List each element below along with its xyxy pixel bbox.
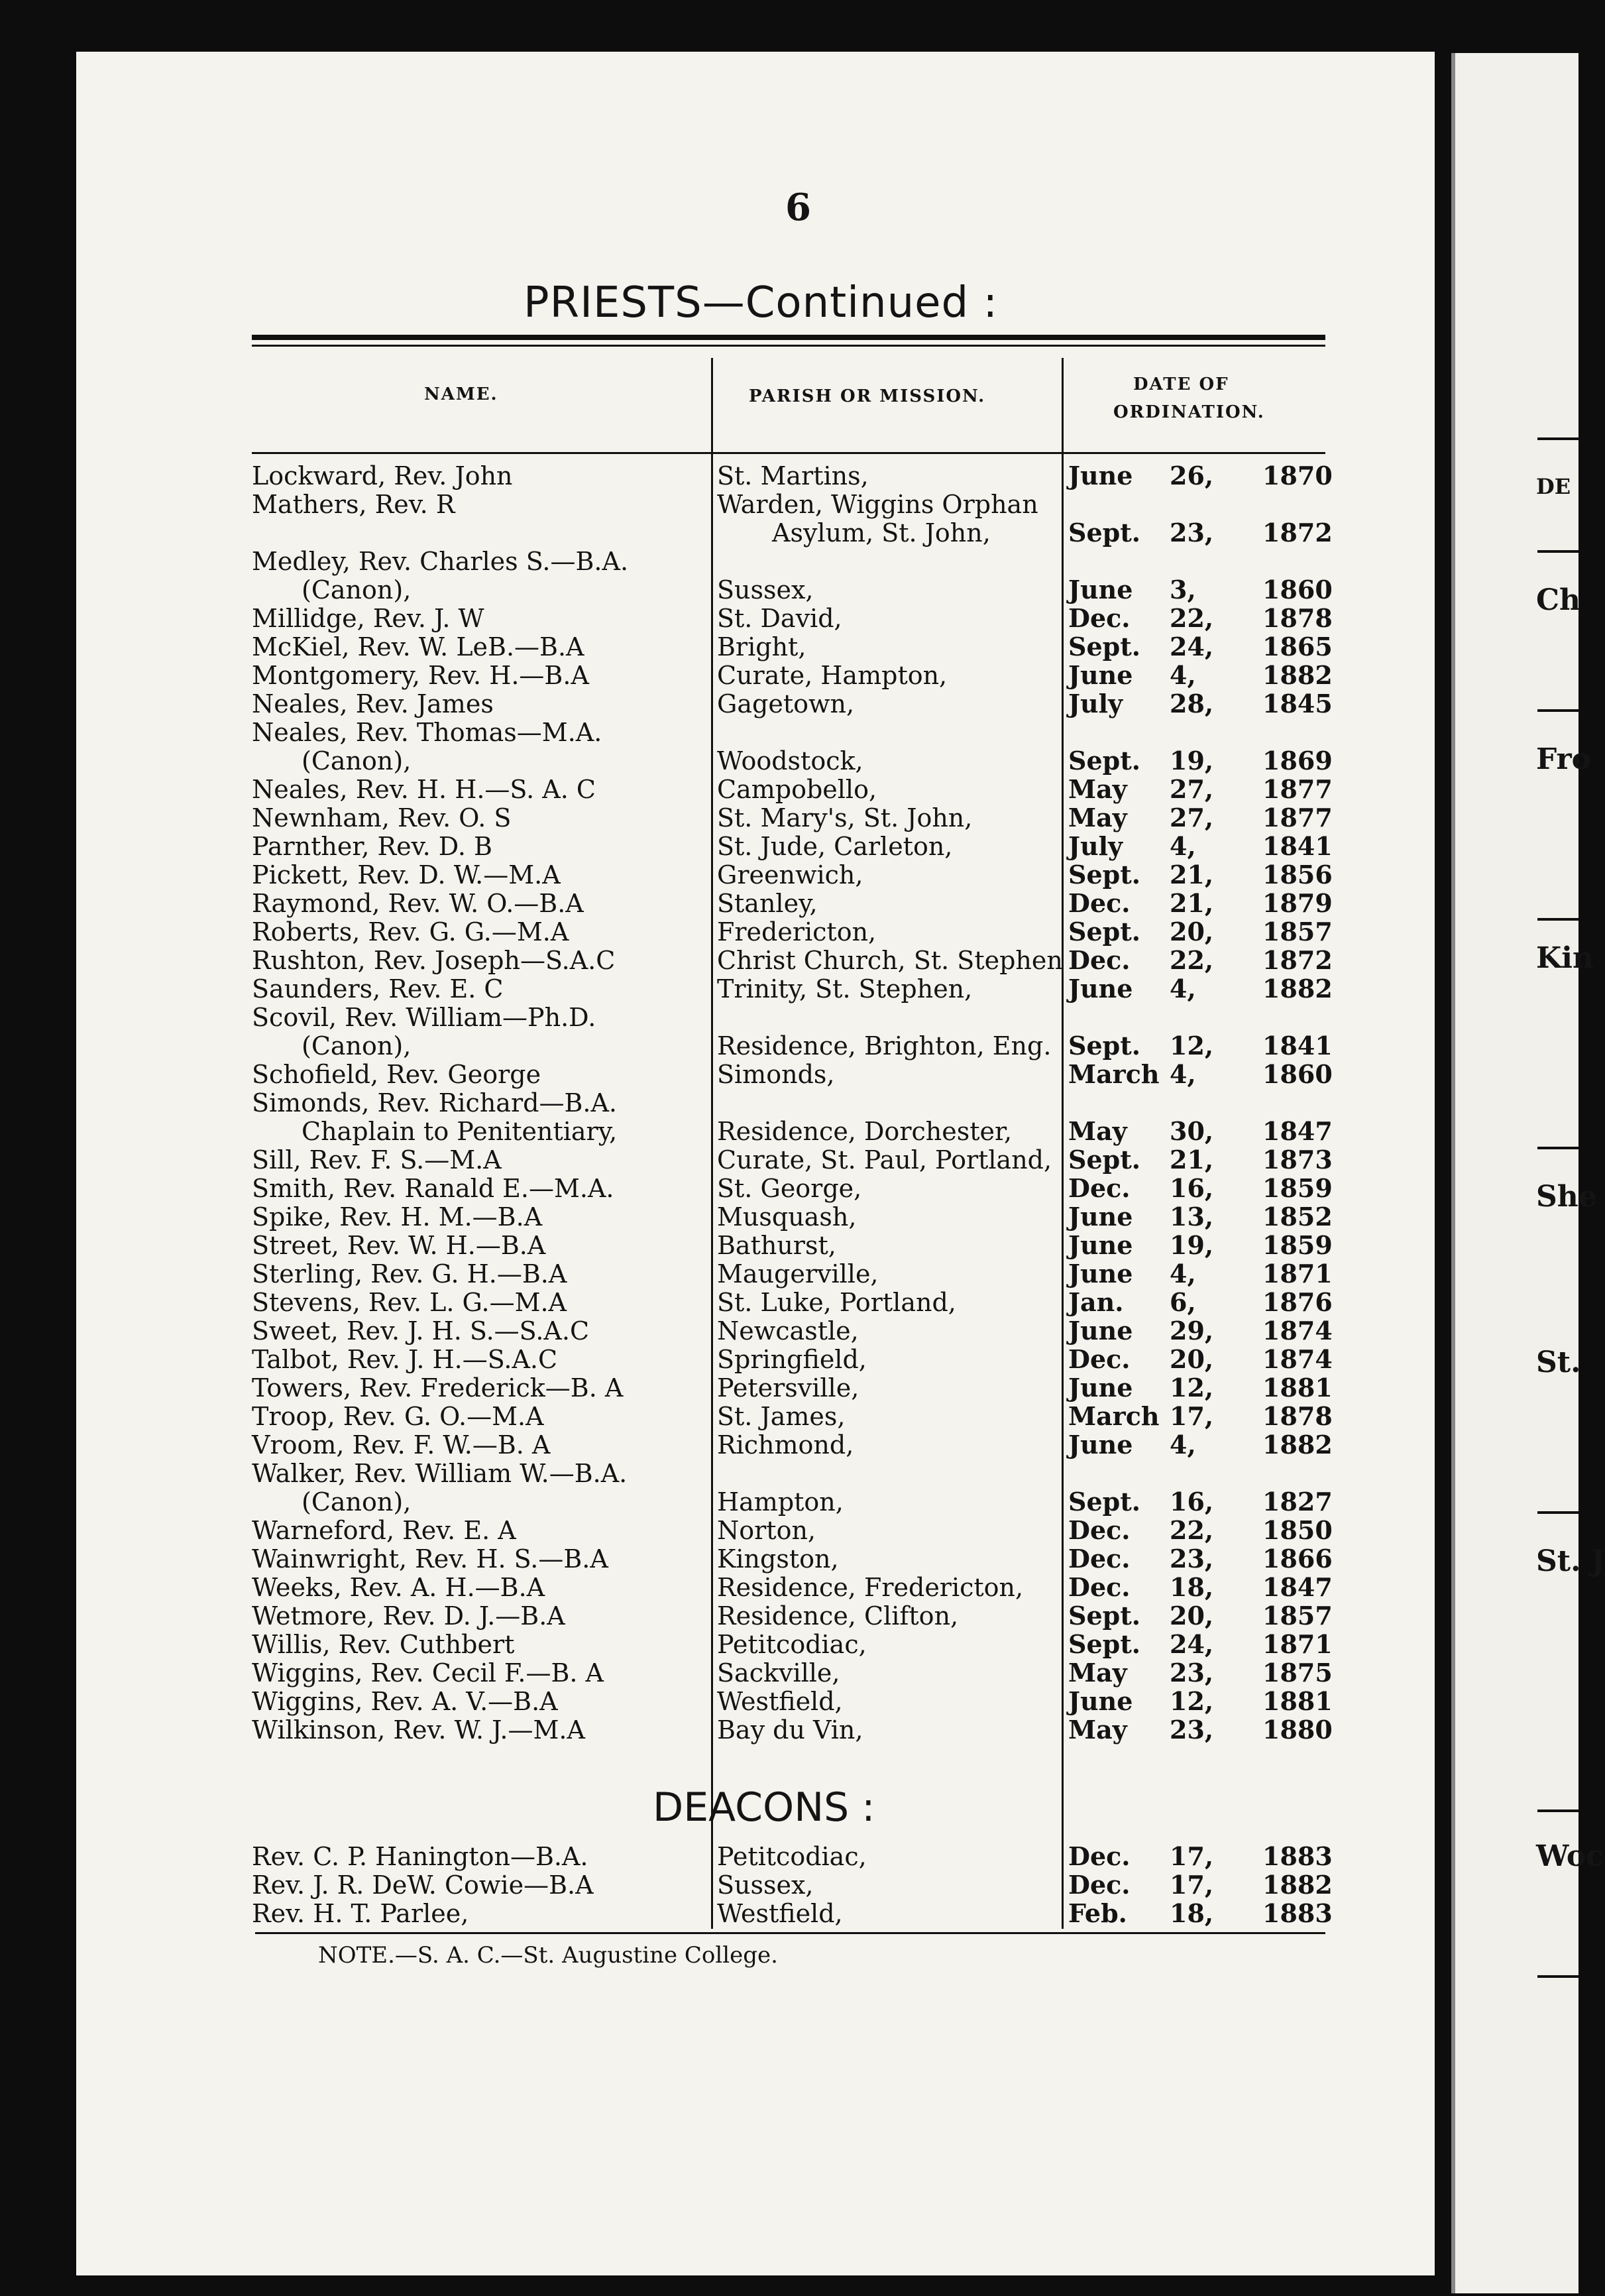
adjacent-page-fragment: Kin xyxy=(1536,941,1594,975)
entry-parish: St. David, xyxy=(717,604,842,633)
entry-name: Wetmore, Rev. D. J.—B.A xyxy=(252,1601,565,1631)
entry-day: 29, xyxy=(1170,1316,1214,1346)
entry-month: Dec. xyxy=(1068,1572,1131,1602)
entry-day: 21, xyxy=(1170,888,1214,918)
entry-day: 22, xyxy=(1170,1515,1214,1545)
column-divider-left xyxy=(711,358,713,1929)
entry-month: Sept. xyxy=(1068,1487,1140,1517)
entry-day: 6, xyxy=(1170,1287,1196,1317)
entry-name: Raymond, Rev. W. O.—B.A xyxy=(252,889,584,918)
entry-day: 18, xyxy=(1170,1898,1214,1928)
entry-parish: Hampton, xyxy=(717,1487,844,1517)
entry-day: 4, xyxy=(1170,1059,1196,1089)
entry-day: 23, xyxy=(1170,1544,1214,1574)
header-rule-thick xyxy=(252,335,1325,340)
entry-day: 17, xyxy=(1170,1401,1214,1431)
entry-day: 20, xyxy=(1170,1344,1214,1374)
entry-parish: Norton, xyxy=(717,1516,816,1545)
entry-year: 1883 xyxy=(1262,1898,1333,1928)
entry-month: June xyxy=(1068,1259,1133,1289)
entry-year: 1860 xyxy=(1262,575,1333,604)
entry-name: Stevens, Rev. L. G.—M.A xyxy=(252,1288,567,1317)
entry-day: 18, xyxy=(1170,1572,1214,1602)
entry-month: June xyxy=(1068,1430,1133,1460)
entry-parish: Springfield, xyxy=(717,1345,867,1374)
entry-day: 4, xyxy=(1170,660,1196,690)
entry-parish: St. Mary's, St. John, xyxy=(717,803,973,832)
entry-year: 1857 xyxy=(1262,1601,1333,1631)
adjacent-page-fragment: She xyxy=(1536,1180,1597,1214)
entry-name: Rev. J. R. DeW. Cowie—B.A xyxy=(252,1870,594,1900)
entry-name: Schofield, Rev. George xyxy=(252,1060,541,1089)
entry-day: 24, xyxy=(1170,1629,1214,1659)
entry-parish: Woodstock, xyxy=(717,746,863,775)
entry-day: 23, xyxy=(1170,1715,1214,1745)
entry-month: May xyxy=(1068,1116,1127,1146)
entry-name: McKiel, Rev. W. LeB.—B.A xyxy=(252,632,584,661)
entry-month: Sept. xyxy=(1068,1601,1140,1631)
entry-parish: Petitcodiac, xyxy=(717,1842,867,1871)
entry-month: Sept. xyxy=(1068,518,1140,547)
entry-month: March xyxy=(1068,1059,1160,1089)
entry-month: May xyxy=(1068,803,1127,832)
entry-parish: Petitcodiac, xyxy=(717,1630,867,1659)
entry-day: 20, xyxy=(1170,917,1214,947)
entry-year: 1847 xyxy=(1262,1572,1333,1602)
entry-parish: Maugerville, xyxy=(717,1259,879,1289)
entry-month: June xyxy=(1068,575,1133,604)
entry-name: Wiggins, Rev. Cecil F.—B. A xyxy=(252,1658,604,1688)
entry-day: 24, xyxy=(1170,632,1214,661)
entry-parish: Petersville, xyxy=(717,1373,859,1403)
entry-parish: Campobello, xyxy=(717,775,877,804)
entry-name: Neales, Rev. H. H.—S. A. C xyxy=(252,775,596,804)
page-number: 6 xyxy=(785,186,811,229)
entry-name: Neales, Rev. Thomas—M.A. xyxy=(252,718,602,747)
entry-day: 30, xyxy=(1170,1116,1214,1146)
entry-year: 1865 xyxy=(1262,632,1333,661)
header-rule-thin xyxy=(252,345,1325,347)
adjacent-page-rule xyxy=(1537,437,1578,440)
entry-parish: Bright, xyxy=(717,632,806,661)
entry-month: June xyxy=(1068,1202,1133,1232)
entry-name: Wiggins, Rev. A. V.—B.A xyxy=(252,1687,558,1716)
entry-name: Wainwright, Rev. H. S.—B.A xyxy=(252,1544,608,1574)
adjacent-page-fragment: DE xyxy=(1536,474,1571,499)
entry-month: May xyxy=(1068,1658,1127,1688)
entry-parish: Richmond, xyxy=(717,1430,854,1460)
gutter-shadow xyxy=(1451,53,1455,2293)
entry-parish: Warden, Wiggins Orphan xyxy=(717,490,1038,519)
entry-name: Wilkinson, Rev. W. J.—M.A xyxy=(252,1715,585,1745)
entry-month: Sept. xyxy=(1068,860,1140,890)
entry-name: Lockward, Rev. John xyxy=(252,461,513,490)
entry-parish: Westfield, xyxy=(717,1687,843,1716)
entry-name-continued: (Canon), xyxy=(302,575,412,604)
entry-name: Vroom, Rev. F. W.—B. A xyxy=(252,1430,551,1460)
entry-parish: Stanley, xyxy=(717,889,818,918)
entry-parish: St. George, xyxy=(717,1174,862,1203)
adjacent-page-fragment: Ch xyxy=(1536,583,1581,617)
entry-month: Sept. xyxy=(1068,1629,1140,1659)
entry-year: 1883 xyxy=(1262,1841,1333,1871)
adjacent-page-rule xyxy=(1537,1511,1578,1514)
entry-year: 1845 xyxy=(1262,689,1333,718)
entry-day: 19, xyxy=(1170,746,1214,775)
entry-year: 1877 xyxy=(1262,803,1333,832)
entry-name: Sterling, Rev. G. H.—B.A xyxy=(252,1259,567,1289)
entry-month: Sept. xyxy=(1068,1145,1140,1175)
entry-year: 1882 xyxy=(1262,1870,1333,1900)
entry-parish: Bathurst, xyxy=(717,1231,836,1260)
entry-year: 1878 xyxy=(1262,603,1333,633)
entry-name: Walker, Rev. William W.—B.A. xyxy=(252,1459,628,1488)
entry-year: 1875 xyxy=(1262,1658,1333,1688)
entry-name: Sill, Rev. F. S.—M.A xyxy=(252,1145,502,1175)
entry-name: Smith, Rev. Ranald E.—M.A. xyxy=(252,1174,614,1203)
column-header-parish: PARISH OR MISSION. xyxy=(749,386,986,406)
entry-day: 21, xyxy=(1170,860,1214,890)
entry-day: 22, xyxy=(1170,945,1214,975)
entry-day: 21, xyxy=(1170,1145,1214,1175)
entry-day: 27, xyxy=(1170,774,1214,804)
entry-name: Medley, Rev. Charles S.—B.A. xyxy=(252,547,629,576)
entry-name: Towers, Rev. Frederick—B. A xyxy=(252,1373,624,1403)
entry-name-continued: (Canon), xyxy=(302,746,412,775)
adjacent-page-fragment: Woc xyxy=(1536,1839,1604,1873)
entry-month: May xyxy=(1068,1715,1127,1745)
entry-year: 1872 xyxy=(1262,518,1333,547)
entry-month: June xyxy=(1068,1686,1133,1716)
adjacent-page-fragment: St. J xyxy=(1536,1544,1605,1578)
entry-day: 16, xyxy=(1170,1487,1214,1517)
entry-month: Sept. xyxy=(1068,746,1140,775)
entry-name: Rushton, Rev. Joseph—S.A.C xyxy=(252,946,616,975)
entry-parish: Simonds, xyxy=(717,1060,835,1089)
entry-parish: Bay du Vin, xyxy=(717,1715,863,1745)
entry-year: 1850 xyxy=(1262,1515,1333,1545)
entry-month: June xyxy=(1068,1230,1133,1260)
entry-day: 12, xyxy=(1170,1031,1214,1061)
entry-name: Simonds, Rev. Richard—B.A. xyxy=(252,1088,617,1118)
entry-year: 1874 xyxy=(1262,1316,1333,1346)
adjacent-page-rule xyxy=(1537,550,1578,553)
entry-parish: Sackville, xyxy=(717,1658,840,1688)
entry-day: 17, xyxy=(1170,1870,1214,1900)
entry-year: 1841 xyxy=(1262,1031,1333,1061)
entry-name: Warneford, Rev. E. A xyxy=(252,1516,516,1545)
entry-month: June xyxy=(1068,974,1133,1004)
entry-name: Saunders, Rev. E. C xyxy=(252,974,504,1004)
entry-name: Roberts, Rev. G. G.—M.A xyxy=(252,917,569,947)
entry-month: June xyxy=(1068,461,1133,490)
entry-day: 4, xyxy=(1170,1430,1196,1460)
entry-parish: Residence, Dorchester, xyxy=(717,1117,1013,1146)
entry-year: 1877 xyxy=(1262,774,1333,804)
entry-day: 28, xyxy=(1170,689,1214,718)
entry-day: 4, xyxy=(1170,1259,1196,1289)
entry-month: Sept. xyxy=(1068,917,1140,947)
entry-name: Rev. H. T. Parlee, xyxy=(252,1899,469,1928)
entry-month: June xyxy=(1068,660,1133,690)
entry-day: 3, xyxy=(1170,575,1196,604)
entry-parish: Trinity, St. Stephen, xyxy=(717,974,973,1004)
entry-name: Street, Rev. W. H.—B.A xyxy=(252,1231,546,1260)
entry-year: 1847 xyxy=(1262,1116,1333,1146)
adjacent-page xyxy=(1451,53,1581,2293)
entry-year: 1876 xyxy=(1262,1287,1333,1317)
entry-day: 17, xyxy=(1170,1841,1214,1871)
entry-parish: St. Luke, Portland, xyxy=(717,1288,956,1317)
entry-year: 1874 xyxy=(1262,1344,1333,1374)
entry-parish: St. James, xyxy=(717,1402,846,1431)
entry-day: 12, xyxy=(1170,1686,1214,1716)
entry-year: 1879 xyxy=(1262,888,1333,918)
footer-rule xyxy=(255,1932,1325,1934)
entry-month: Dec. xyxy=(1068,1544,1131,1574)
entry-month: Sept. xyxy=(1068,632,1140,661)
entry-year: 1882 xyxy=(1262,660,1333,690)
column-header-date-line2: ORDINATION. xyxy=(1113,402,1265,422)
entry-year: 1870 xyxy=(1262,461,1333,490)
entry-month: Sept. xyxy=(1068,1031,1140,1061)
adjacent-page-rule xyxy=(1537,1975,1578,1978)
entry-parish: Sussex, xyxy=(717,575,814,604)
entry-day: 12, xyxy=(1170,1373,1214,1403)
entry-parish: Residence, Brighton, Eng. xyxy=(717,1031,1052,1061)
adjacent-page-rule xyxy=(1537,918,1578,921)
adjacent-page-fragment: Fro xyxy=(1536,742,1591,776)
entry-year: 1872 xyxy=(1262,945,1333,975)
entry-month: March xyxy=(1068,1401,1160,1431)
entry-name: Pickett, Rev. D. W.—M.A xyxy=(252,860,561,890)
entry-name: Montgomery, Rev. H.—B.A xyxy=(252,661,589,690)
entry-year: 1871 xyxy=(1262,1629,1333,1659)
entry-year: 1841 xyxy=(1262,831,1333,861)
entry-parish: Residence, Clifton, xyxy=(717,1601,959,1631)
column-divider-right xyxy=(1062,358,1064,1929)
entry-year: 1869 xyxy=(1262,746,1333,775)
entry-parish: Curate, St. Paul, Portland, xyxy=(717,1145,1052,1175)
entry-year: 1882 xyxy=(1262,974,1333,1004)
entry-name: Weeks, Rev. A. H.—B.A xyxy=(252,1573,545,1602)
section-title: PRIESTS—Continued : xyxy=(524,278,999,327)
entry-name: Parnther, Rev. D. B xyxy=(252,832,492,861)
entry-month: June xyxy=(1068,1373,1133,1403)
entry-year: 1871 xyxy=(1262,1259,1333,1289)
entry-day: 13, xyxy=(1170,1202,1214,1232)
entry-day: 22, xyxy=(1170,603,1214,633)
entry-month: Dec. xyxy=(1068,1173,1131,1203)
entry-year: 1880 xyxy=(1262,1715,1333,1745)
entry-name: Newnham, Rev. O. S xyxy=(252,803,512,832)
entry-parish: Sussex, xyxy=(717,1870,814,1900)
entry-month: July xyxy=(1068,689,1123,718)
entry-day: 4, xyxy=(1170,974,1196,1004)
entry-name: Rev. C. P. Hanington—B.A. xyxy=(252,1842,588,1871)
column-header-date-line1: DATE OF xyxy=(1133,374,1229,394)
entry-year: 1860 xyxy=(1262,1059,1333,1089)
entry-parish: St. Martins, xyxy=(717,461,869,490)
entry-name: Spike, Rev. H. M.—B.A xyxy=(252,1202,543,1232)
deacons-title: DEACONS : xyxy=(653,1784,875,1831)
entry-day: 23, xyxy=(1170,1658,1214,1688)
entry-month: Jan. xyxy=(1068,1287,1124,1317)
entry-parish: St. Jude, Carleton, xyxy=(717,832,953,861)
entry-month: Dec. xyxy=(1068,1841,1131,1871)
entry-parish: Curate, Hampton, xyxy=(717,661,948,690)
entry-year: 1866 xyxy=(1262,1544,1333,1574)
entry-name-continued: (Canon), xyxy=(302,1487,412,1517)
adjacent-page-fragment: St. xyxy=(1536,1346,1581,1379)
column-header-name: NAME. xyxy=(424,384,498,404)
entry-year: 1852 xyxy=(1262,1202,1333,1232)
adjacent-page-rule xyxy=(1537,709,1578,712)
entry-parish: Westfield, xyxy=(717,1899,843,1928)
entry-year: 1859 xyxy=(1262,1173,1333,1203)
entry-year: 1882 xyxy=(1262,1430,1333,1460)
entry-parish: Greenwich, xyxy=(717,860,863,890)
entry-parish-continued: Asylum, St. John, xyxy=(772,518,991,547)
adjacent-page-rule xyxy=(1537,1809,1578,1812)
footnote: NOTE.—S. A. C.—St. Augustine College. xyxy=(318,1942,778,1969)
entry-name-continued: Chaplain to Penitentiary, xyxy=(302,1117,618,1146)
entry-year: 1881 xyxy=(1262,1373,1333,1403)
column-header-rule xyxy=(252,452,1325,454)
entry-year: 1827 xyxy=(1262,1487,1333,1517)
adjacent-page-rule xyxy=(1537,1147,1578,1149)
entry-year: 1878 xyxy=(1262,1401,1333,1431)
entry-parish: Fredericton, xyxy=(717,917,877,947)
entry-year: 1881 xyxy=(1262,1686,1333,1716)
entry-year: 1857 xyxy=(1262,917,1333,947)
entry-day: 19, xyxy=(1170,1230,1214,1260)
entry-month: May xyxy=(1068,774,1127,804)
entry-parish: Christ Church, St. Stephen xyxy=(717,946,1063,975)
entry-parish: Newcastle, xyxy=(717,1316,859,1346)
entry-day: 4, xyxy=(1170,831,1196,861)
entry-name: Willis, Rev. Cuthbert xyxy=(252,1630,515,1659)
entry-name: Talbot, Rev. J. H.—S.A.C xyxy=(252,1345,558,1374)
entry-parish: Residence, Fredericton, xyxy=(717,1573,1024,1602)
entry-month: Feb. xyxy=(1068,1898,1127,1928)
entry-parish: Kingston, xyxy=(717,1544,839,1574)
entry-month: June xyxy=(1068,1316,1133,1346)
entry-month: July xyxy=(1068,831,1123,861)
entry-name-continued: (Canon), xyxy=(302,1031,412,1061)
entry-parish: Gagetown, xyxy=(717,689,855,718)
entry-name: Sweet, Rev. J. H. S.—S.A.C xyxy=(252,1316,590,1346)
entry-parish: Musquash, xyxy=(717,1202,857,1232)
entry-name: Millidge, Rev. J. W xyxy=(252,604,484,633)
entry-name: Scovil, Rev. William—Ph.D. xyxy=(252,1003,596,1032)
entry-month: Dec. xyxy=(1068,603,1131,633)
entry-year: 1856 xyxy=(1262,860,1333,890)
entry-month: Dec. xyxy=(1068,1870,1131,1900)
entry-month: Dec. xyxy=(1068,1515,1131,1545)
entry-month: Dec. xyxy=(1068,888,1131,918)
entry-name: Mathers, Rev. R xyxy=(252,490,455,519)
entry-year: 1873 xyxy=(1262,1145,1333,1175)
entry-month: Dec. xyxy=(1068,1344,1131,1374)
entry-year: 1859 xyxy=(1262,1230,1333,1260)
entry-day: 23, xyxy=(1170,518,1214,547)
entry-day: 16, xyxy=(1170,1173,1214,1203)
entry-month: Dec. xyxy=(1068,945,1131,975)
entry-name: Neales, Rev. James xyxy=(252,689,494,718)
entry-day: 27, xyxy=(1170,803,1214,832)
entry-name: Troop, Rev. G. O.—M.A xyxy=(252,1402,544,1431)
entry-day: 20, xyxy=(1170,1601,1214,1631)
entry-day: 26, xyxy=(1170,461,1214,490)
